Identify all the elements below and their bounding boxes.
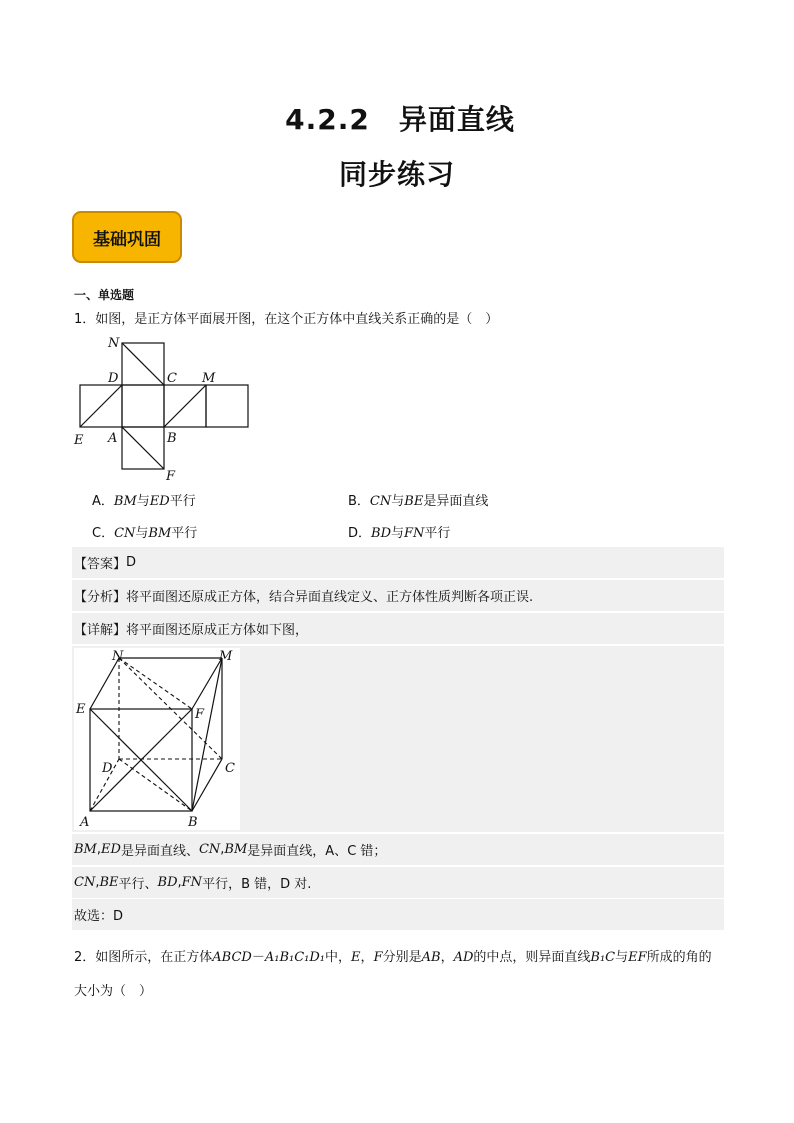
question-1-stem: 1．如图，是正方体平面展开图，在这个正方体中直线关系正确的是（ ）: [74, 312, 499, 327]
option-d[interactable]: D．BD与FN平行: [348, 526, 451, 541]
cube-label-c: C: [225, 761, 235, 776]
section-badge: 基础巩固: [72, 211, 182, 263]
net-label-a: A: [108, 431, 118, 446]
net-label-m: M: [202, 371, 216, 386]
net-label-e: E: [74, 433, 84, 448]
answer-label: 【答案】: [74, 557, 127, 572]
page-subtitle: 同步练习: [338, 158, 455, 191]
net-label-n: N: [108, 336, 120, 351]
conclusion-line: 故选：D: [72, 899, 724, 930]
answer-panel: [72, 547, 724, 578]
explanation-line-2: CN , BE 平行、 BD , FN 平行，B 错，D 对.: [72, 867, 724, 898]
cube-figure-panel: [72, 646, 724, 832]
option-b[interactable]: B．CN与BE是异面直线: [348, 494, 489, 509]
cube-label-e: E: [76, 702, 86, 717]
detail-panel: [72, 613, 724, 644]
cube-label-m: M: [219, 649, 233, 664]
cube-label-n: N: [112, 649, 124, 664]
cube-label-d: D: [102, 761, 113, 776]
cube-label-f: F: [195, 707, 205, 722]
cube-net-figure: [70, 334, 260, 484]
net-label-f: F: [166, 469, 176, 484]
section-heading: 一、单选题: [74, 288, 135, 302]
net-label-b: B: [167, 431, 177, 446]
analysis-panel: [72, 580, 724, 611]
option-a[interactable]: A．BM与ED平行: [92, 494, 196, 509]
net-label-c: C: [167, 371, 177, 386]
detail-label: 【详解】: [74, 623, 127, 638]
option-c[interactable]: C．CN与BM平行: [92, 526, 198, 541]
detail-text: 将平面图还原成正方体如下图，: [126, 623, 309, 638]
answer-value: D: [126, 555, 137, 570]
analysis-label: 【分析】: [74, 590, 127, 605]
analysis-text: 将平面图还原成正方体，结合异面直线定义、正方体性质判断各项正误.: [126, 590, 534, 605]
cube-label-a: A: [80, 815, 90, 830]
cube-label-b: B: [188, 815, 198, 830]
net-label-d: D: [108, 371, 119, 386]
question-2-stem: 2．如图所示，在正方体ABCD－A₁B₁C₁D₁中，E，F分别是AB，AD的中点，则异面直线B₁C与EF所成的角的大小为（ ）: [74, 950, 712, 999]
page-title: 4.2.2 异面直线: [285, 103, 515, 136]
explanation-line-1: BM , ED 是异面直线、 CN , BM 是异面直线，A、C 错；: [72, 834, 724, 865]
cube-figure: [74, 648, 240, 830]
